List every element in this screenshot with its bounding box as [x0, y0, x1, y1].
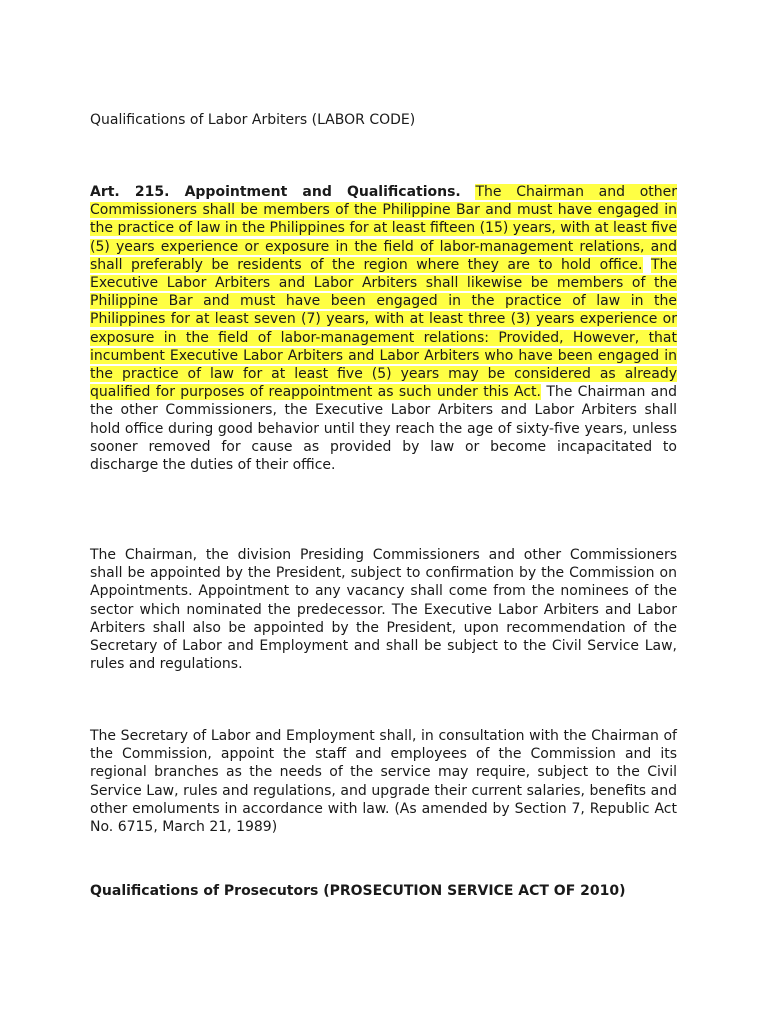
highlighted-commissioners-qualifications: The Chairman and other Commissioners shall be members of the Philippine Bar and must have engaged in the practice of law in the Philippines for at least fifteen (15) years, with at least five (5) years experience or exposure in the field of labor-management relations, and shall preferably be residents of the region where they are to hold office. [90, 184, 678, 273]
article-title: Art. 215. Appointment and Qualifications. [90, 184, 461, 200]
article-215-paragraph [90, 183, 677, 474]
labor-arbiters-heading [90, 111, 415, 129]
appointment-paragraph: The Chairman, the division Presiding Commissioners and other Commissioners shall be appointed by the President, subject to confirmation by the Commission on Appointments. Appointment to any vacancy shall come from the nominees of the sector which nominated the predecessor. The Executive Labor Arbiters and Labor Arbiters shall also be appointed by the President, upon recommendation of the Secretary of Labor and Employment and shall be subject to the Civil Service Law, rules and regulations. [90, 547, 677, 673]
tenure-text: The Chairman and the other Commissioners, the Executive Labor Arbiters and Labor Arbiters shall hold office during good behavior until they reach the age of sixty-five years, unless sooner removed for cause as provided by law or become incapacitated to discharge the duties of their office. [90, 384, 678, 474]
prosecutors-heading [90, 882, 626, 900]
labor-arbiters-heading-text: Qualifications of Labor Arbiters (LABOR CODE) [90, 112, 416, 128]
highlighted-labor-arbiters-qualifications: The Executive Labor Arbiters and Labor Arbiters shall likewise be members of the Philippine Bar and must have been engaged in the practice of law in the Philippines for at least seven (7) years, with at least three (3) years experience or exposure in the field of labor-management relations: Provided, However, that incumbent Executive Labor Arbiters and Labor Arbiters who have been engaged in the practice of law for at least five (5) years may be considered as already qualified for purposes of reappointment as such under this Act. [90, 256, 677, 401]
staff-appointment-paragraph: The Secretary of Labor and Employment shall, in consultation with the Chairman of the Commission, appoint the staff and employees of the Commission and its regional branches as the needs of the service may require, subject to the Civil Service Law, rules and regulations, and upgrade their current salaries, benefits and other emoluments in accordance with law. (As amended by Section 7, Republic Act No. 6715, March 21, 1989) [90, 728, 677, 836]
prosecutors-heading-text: Qualifications of Prosecutors (PROSECUTION SERVICE ACT OF 2010) [90, 883, 626, 899]
